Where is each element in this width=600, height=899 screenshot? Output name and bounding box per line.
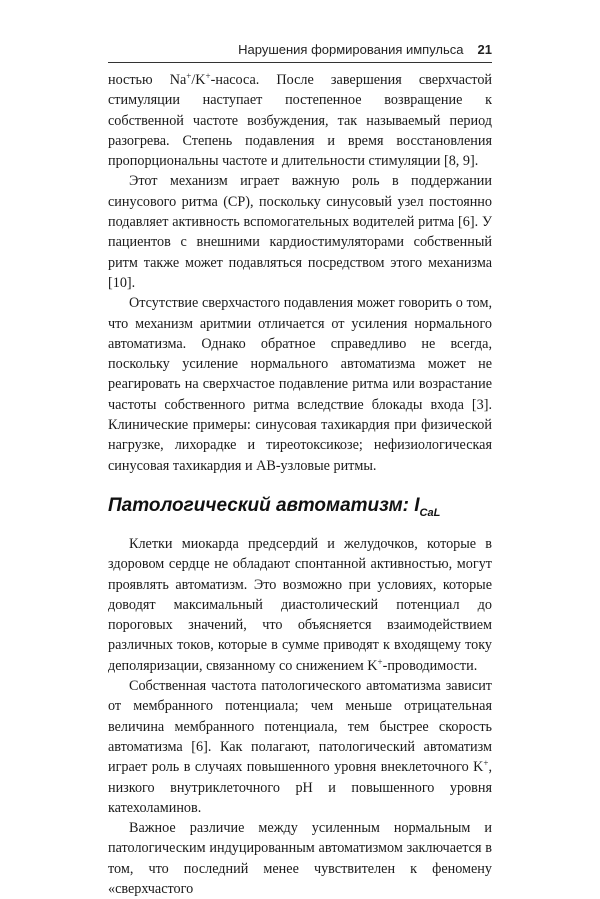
page-number: 21 xyxy=(477,42,492,57)
page-body xyxy=(108,70,492,899)
paragraph: Клетки миокарда предсердий и желудочков, которые в здоровом сердце не обладают спонтанной активностью, могут проявлять автоматизм. Это возможно при условиях, которые доводят максимальный диастолический потенциал до пороговых значений, что объясняется взаимодействием различных токов, которые в сумме приводят к входящему току деполяризации, связанному со снижением K+-проводимости. xyxy=(108,535,492,674)
running-head xyxy=(108,42,492,57)
paragraph-continued: ностью Na+/K+-насоса. После завершения сверхчастой стимуляции наступает постепенное возвращение к собственной частоте возбуждения, так называемый период разогрева. Степень подавления и время восстановления пропорциональны частоте и длительности стимуляции [8, 9]. xyxy=(108,71,492,170)
paragraph: Собственная частота патологического автоматизма зависит от мембранного потенциала; чем меньше отрицательная величина мембранного потенциала, тем быстрее скорость автоматизма [6]. Как полагают, патологический автоматизм играет роль в случаях повышенного уровня внеклеточного K+, низкого внутриклеточного pH и повышенного уровня катехоламинов. xyxy=(108,678,492,816)
paragraph: Отсутствие сверхчастого подавления может говорить о том, что механизм аритмии отличается от усиления нормального автоматизма. Однако обратное справедливо не всегда, поскольку усиление нормального автоматизма может не реагировать на сверхчастое подавление ритма или возрастание частоты собственного ритма вследствие блокады входа [3]. Клинические примеры: синусовая тахикардия при физической нагрузке, лихорадке и тиреотоксикозе; нефизиологическая синусовая тахикардия и АВ-узловые ритмы. xyxy=(108,295,492,474)
paragraph: Этот механизм играет важную роль в поддержании синусового ритма (СР), поскольку синусовый узел постоянно подавляет активность вспомогательных водителей ритма [6]. У пациентов с внешними кардиостимуляторами собственный ритм также может подавляться посредством этого механизма [10]. xyxy=(108,173,492,291)
paragraph: Важное различие между усиленным нормальным и патологическим индуцированным автоматизмом заключается в том, что последний менее чувствителен к феномену «сверхчастого xyxy=(108,820,492,897)
header-rule xyxy=(108,62,492,63)
running-title: Нарушения формирования импульса xyxy=(238,42,464,57)
section-heading: Патологический автоматизм: $I_{CaL}$ xyxy=(108,494,441,519)
